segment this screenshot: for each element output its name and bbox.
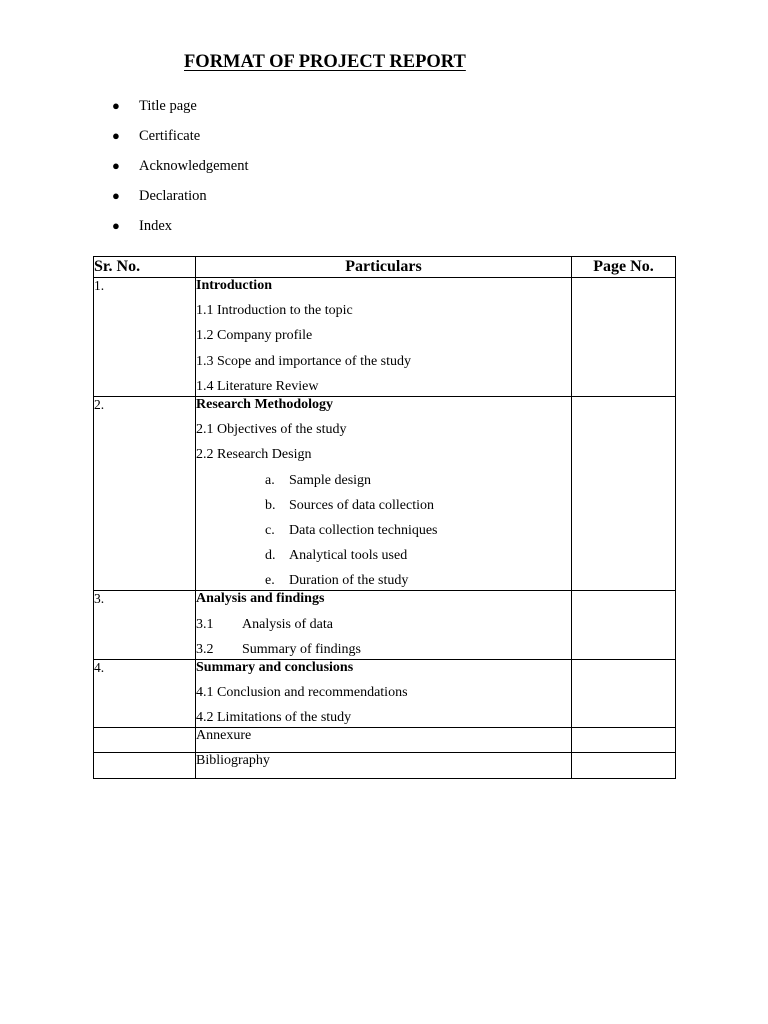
column-header-particulars: Particulars — [196, 257, 572, 278]
table-row — [94, 278, 676, 397]
sr-no-cell: 1. — [94, 278, 196, 397]
section-item: 1.1 Introduction to the topic — [196, 303, 353, 319]
sub-item — [196, 573, 571, 590]
bullet-icon: ● — [112, 158, 120, 173]
section-item: 4.1 Conclusion and recommendations — [196, 684, 408, 700]
particulars-cell — [196, 591, 572, 659]
item-number: 3.1 — [196, 616, 214, 632]
sr-no-cell: 3. — [94, 591, 196, 659]
particulars-cell — [196, 753, 572, 779]
table-row — [94, 659, 676, 727]
table-row — [94, 591, 676, 659]
bullet-icon: ● — [112, 128, 120, 143]
list-item-text: Index — [139, 218, 173, 234]
sub-item-text: Sample design — [289, 472, 372, 488]
section-item: 2.2 Research Design — [196, 447, 312, 463]
sr-no-cell: 2. — [94, 397, 196, 591]
section-item: 2.1 Objectives of the study — [196, 422, 347, 438]
item-text: Summary of findings — [242, 641, 361, 657]
table-header-row — [94, 257, 676, 278]
particulars-cell — [196, 397, 572, 591]
section-item — [196, 617, 571, 642]
sub-item — [196, 523, 571, 548]
section-item: 1.3 Scope and importance of the study — [196, 353, 412, 369]
sub-item-letter: b. — [265, 497, 276, 513]
sub-item — [196, 548, 571, 573]
bullet-icon: ● — [112, 98, 120, 113]
list-item-text: Acknowledgement — [139, 158, 249, 174]
list-item-text: Declaration — [139, 188, 207, 204]
sub-item-letter: e. — [265, 573, 275, 589]
sub-item — [196, 498, 571, 523]
sr-no-cell — [94, 753, 196, 779]
bullet-icon: ● — [112, 188, 120, 203]
section-heading: Summary and conclusions — [196, 659, 354, 675]
contents-table — [93, 256, 676, 779]
item-text: Analysis of data — [242, 616, 333, 632]
section-heading: Bibliography — [196, 753, 270, 769]
column-header-page-no: Page No. — [572, 257, 676, 278]
page-no-cell — [572, 278, 676, 397]
section-heading: Research Methodology — [196, 397, 333, 412]
section-item: 4.2 Limitations of the study — [196, 710, 352, 726]
page-no-cell — [572, 397, 676, 591]
bullet-icon: ● — [112, 218, 120, 233]
item-number: 3.2 — [196, 641, 214, 657]
page-title: FORMAT OF PROJECT REPORT — [184, 52, 466, 72]
table-row — [94, 728, 676, 753]
sr-no-cell — [94, 728, 196, 753]
section-heading: Introduction — [196, 278, 272, 293]
section-item: 1.2 Company profile — [196, 328, 313, 344]
page-no-cell — [572, 728, 676, 753]
section-item: 1.4 Literature Review — [196, 378, 319, 394]
section-heading: Analysis and findings — [196, 591, 325, 607]
page-no-cell — [572, 659, 676, 727]
particulars-cell — [196, 278, 572, 397]
sub-item-text: Sources of data collection — [289, 497, 435, 513]
sub-item-letter: d. — [265, 548, 276, 564]
table-row — [94, 397, 676, 591]
particulars-cell — [196, 728, 572, 753]
particulars-cell — [196, 659, 572, 727]
section-item — [196, 642, 571, 659]
page-no-cell — [572, 753, 676, 779]
list-item-text: Certificate — [139, 128, 201, 144]
page-no-cell — [572, 591, 676, 659]
sub-item — [196, 473, 571, 498]
sr-no-cell: 4. — [94, 659, 196, 727]
sub-item-letter: c. — [265, 522, 275, 538]
sub-item-text: Analytical tools used — [289, 548, 408, 564]
sub-item-text: Data collection techniques — [289, 522, 438, 538]
sub-item-text: Duration of the study — [289, 573, 409, 589]
section-heading: Annexure — [196, 728, 252, 744]
list-item-text: Title page — [139, 98, 197, 114]
column-header-sr-no: Sr. No. — [94, 257, 196, 278]
sub-item-letter: a. — [265, 472, 275, 488]
table-row — [94, 753, 676, 779]
